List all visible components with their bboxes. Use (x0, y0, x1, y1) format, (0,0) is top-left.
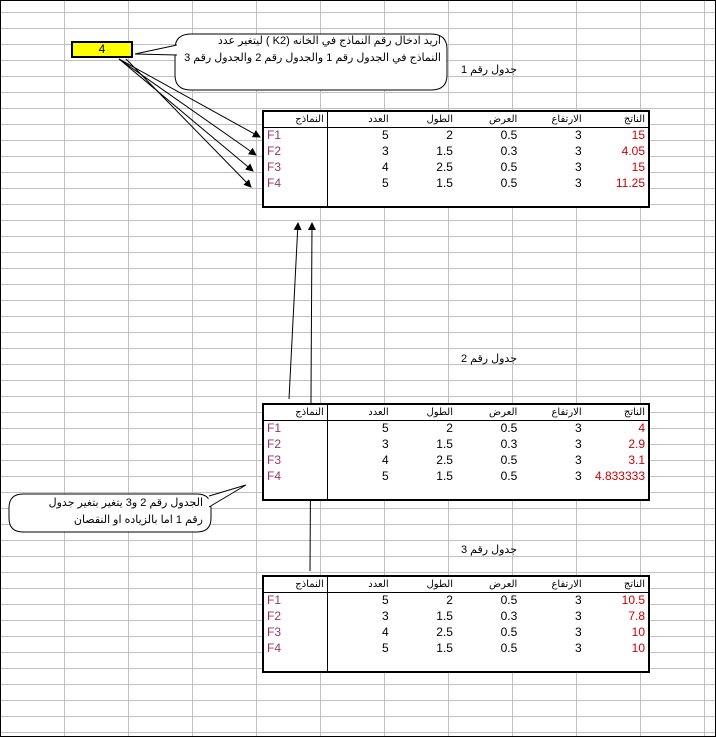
cell-width[interactable]: 0.5 (500, 453, 518, 467)
table-empty-row (263, 656, 649, 672)
cell-length[interactable]: 1.5 (436, 469, 453, 483)
cell-empty[interactable] (263, 191, 327, 207)
cell-empty[interactable] (392, 484, 456, 500)
cell-count[interactable]: 3 (381, 437, 389, 451)
cell-height[interactable]: 3 (574, 641, 582, 655)
cell-empty[interactable] (585, 656, 649, 672)
cell-length[interactable]: 1.5 (436, 176, 453, 190)
arrow-table2-to-table1 (289, 223, 298, 399)
header-result[interactable]: الناتج (585, 576, 649, 592)
table1-title: جدول رقم 1 (460, 64, 517, 76)
table-header-row (263, 576, 649, 592)
cell-result[interactable]: 11.25 (615, 176, 645, 190)
cell-name[interactable]: F1 (263, 420, 327, 436)
header-width[interactable]: العرض (456, 111, 520, 127)
cell-width[interactable]: 0.5 (500, 160, 518, 174)
cell-empty[interactable] (520, 191, 584, 207)
callout-bottom-line1: الجدول رقم 2 و3 يتغير بتغير جدول (48, 497, 203, 509)
cell-empty[interactable] (456, 484, 520, 500)
cell-length[interactable]: 2 (446, 421, 453, 435)
cell-count[interactable]: 5 (381, 469, 389, 483)
cell-result[interactable]: 2.9 (628, 437, 645, 451)
cell-empty[interactable] (585, 191, 649, 207)
cell-count[interactable]: 4 (381, 453, 389, 467)
model-count-input-cell[interactable]: 4 (71, 41, 133, 58)
header-width[interactable]: العرض (456, 404, 520, 420)
cell-height[interactable]: 3 (574, 469, 582, 483)
cell-length[interactable]: 2 (446, 593, 453, 607)
header-height[interactable]: الارتفاع (520, 576, 584, 592)
callout-top-line2: النماذج في الجدول رقم 1 والجدول رقم 2 والجدول رقم 3 (184, 52, 441, 64)
cell-name[interactable]: F2 (263, 436, 327, 452)
cell-height[interactable]: 3 (574, 128, 582, 142)
table-row (263, 159, 649, 175)
cell-width[interactable]: 0.5 (500, 625, 518, 639)
cell-result[interactable]: 10 (631, 641, 645, 655)
cell-length[interactable]: 1.5 (436, 641, 453, 655)
cell-name[interactable]: F1 (263, 592, 327, 608)
cell-result[interactable]: 4.833333 (594, 469, 645, 483)
header-result[interactable]: الناتج (585, 111, 649, 127)
table-row (263, 452, 649, 468)
table-row (263, 624, 649, 640)
cell-width[interactable]: 0.3 (500, 437, 518, 451)
cell-empty[interactable] (520, 656, 584, 672)
cell-height[interactable]: 3 (574, 437, 582, 451)
cell-height[interactable]: 3 (574, 593, 582, 607)
cell-length[interactable]: 2.5 (436, 625, 453, 639)
table-row (263, 420, 649, 436)
cell-count[interactable]: 5 (381, 593, 389, 607)
cell-result[interactable]: 3.1 (628, 453, 645, 467)
callout-bottom-line2: رقم 1 اما بالزياده او النقصان (73, 514, 203, 526)
cell-empty[interactable] (585, 484, 649, 500)
cell-name[interactable]: F1 (263, 127, 327, 143)
header-height[interactable]: الارتفاع (520, 404, 584, 420)
cell-result[interactable]: 4 (638, 421, 645, 435)
cell-empty[interactable] (456, 191, 520, 207)
cell-count[interactable]: 4 (381, 625, 389, 639)
table-empty-row (263, 484, 649, 500)
cell-result[interactable]: 15 (631, 128, 645, 142)
cell-count[interactable]: 5 (381, 641, 389, 655)
cell-empty[interactable] (327, 484, 391, 500)
cell-name[interactable]: F4 (263, 175, 327, 191)
cell-count[interactable]: 5 (381, 176, 389, 190)
cell-length[interactable]: 2.5 (436, 453, 453, 467)
cell-height[interactable]: 3 (574, 421, 582, 435)
table2-title: جدول رقم 2 (460, 353, 517, 365)
cell-width[interactable]: 0.5 (500, 469, 518, 483)
table3-title: جدول رقم 3 (460, 544, 517, 556)
cell-height[interactable]: 3 (574, 144, 582, 158)
table-empty-row (263, 191, 649, 207)
cell-result[interactable]: 7.8 (628, 609, 645, 623)
header-result[interactable]: الناتج (585, 404, 649, 420)
header-width[interactable]: العرض (456, 576, 520, 592)
table-header-row (263, 111, 649, 127)
table-row (263, 175, 649, 191)
cell-result[interactable]: 15 (631, 160, 645, 174)
header-length[interactable]: الطول (392, 111, 456, 127)
header-models[interactable]: النماذج (263, 576, 327, 592)
cell-width[interactable]: 0.5 (500, 128, 518, 142)
cell-width[interactable]: 0.5 (500, 641, 518, 655)
cell-result[interactable]: 10.5 (621, 593, 645, 607)
cell-height[interactable]: 3 (574, 176, 582, 190)
header-models[interactable]: النماذج (263, 404, 327, 420)
cell-empty[interactable] (327, 656, 391, 672)
cell-width[interactable]: 0.3 (500, 144, 518, 158)
cell-empty[interactable] (263, 656, 327, 672)
table-row (263, 143, 649, 159)
cell-empty[interactable] (392, 191, 456, 207)
cell-empty[interactable] (392, 656, 456, 672)
table-row (263, 127, 649, 143)
table2 (262, 403, 650, 501)
cell-name[interactable]: F3 (263, 624, 327, 640)
cell-length[interactable]: 2.5 (436, 160, 453, 174)
table-row (263, 640, 649, 656)
header-count[interactable]: العدد (327, 111, 391, 127)
cell-name[interactable]: F3 (263, 159, 327, 175)
cell-length[interactable]: 1.5 (436, 609, 453, 623)
table-row (263, 436, 649, 452)
cell-name[interactable]: F3 (263, 452, 327, 468)
callout-bottom (13, 495, 203, 529)
cell-count[interactable]: 3 (381, 144, 389, 158)
cell-length[interactable]: 1.5 (436, 437, 453, 451)
header-count[interactable]: العدد (327, 576, 391, 592)
cell-width[interactable]: 0.5 (500, 593, 518, 607)
cell-count[interactable]: 5 (381, 421, 389, 435)
header-models[interactable]: النماذج (263, 111, 327, 127)
header-count[interactable]: العدد (327, 404, 391, 420)
cell-height[interactable]: 3 (574, 609, 582, 623)
cell-name[interactable]: F4 (263, 640, 327, 656)
header-height[interactable]: الارتفاع (520, 111, 584, 127)
cell-width[interactable]: 0.5 (500, 176, 518, 190)
cell-count[interactable]: 3 (381, 609, 389, 623)
table-row (263, 592, 649, 608)
cell-result[interactable]: 10 (631, 625, 645, 639)
cell-empty[interactable] (263, 484, 327, 500)
table-row (263, 608, 649, 624)
cell-result[interactable]: 4.05 (621, 144, 645, 158)
table-header-row (263, 404, 649, 420)
cell-name[interactable]: F2 (263, 143, 327, 159)
cell-width[interactable]: 0.3 (500, 609, 518, 623)
header-length[interactable]: الطول (392, 576, 456, 592)
header-length[interactable]: الطول (392, 404, 456, 420)
table1 (262, 110, 650, 208)
cell-height[interactable]: 3 (574, 625, 582, 639)
cell-name[interactable]: F2 (263, 608, 327, 624)
cell-width[interactable]: 0.5 (500, 421, 518, 435)
arrow-table3-to-table1 (310, 223, 312, 571)
cell-count[interactable]: 5 (381, 128, 389, 142)
cell-name[interactable]: F4 (263, 468, 327, 484)
cell-empty[interactable] (520, 484, 584, 500)
cell-length[interactable]: 2 (446, 128, 453, 142)
cell-height[interactable]: 3 (574, 453, 582, 467)
table3 (262, 575, 650, 673)
callout-top (181, 33, 441, 67)
cell-empty[interactable] (327, 191, 391, 207)
cell-count[interactable]: 4 (381, 160, 389, 174)
table-row (263, 468, 649, 484)
cell-length[interactable]: 1.5 (436, 144, 453, 158)
cell-empty[interactable] (456, 656, 520, 672)
cell-height[interactable]: 3 (574, 160, 582, 174)
callout-top-line1: اريد ادخال رقم النماذج في الخانه (K2 ) ليتغير عدد (217, 35, 441, 47)
